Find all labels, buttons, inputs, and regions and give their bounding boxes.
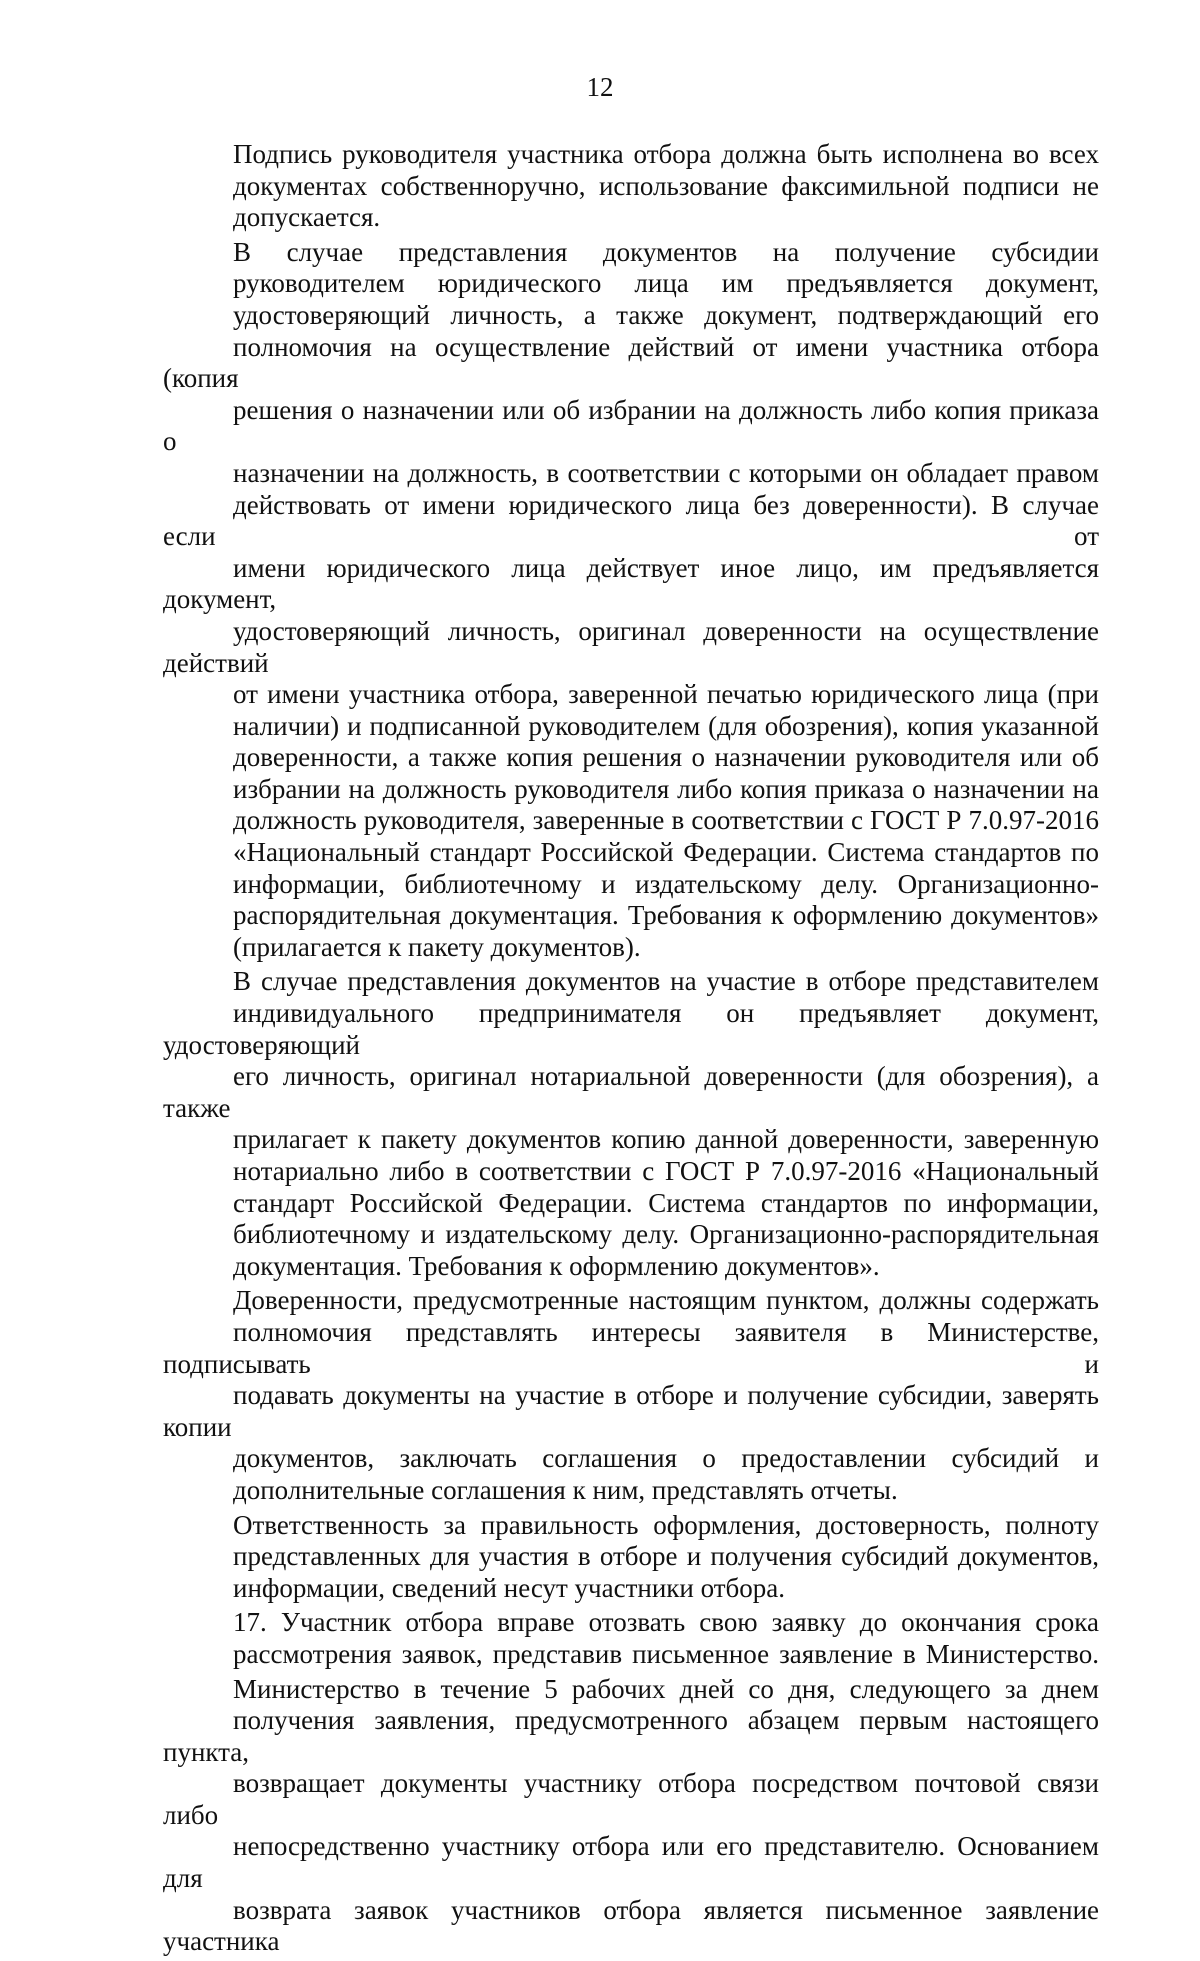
text-line: дополнительные соглашения к ним, представлять отчеты. xyxy=(233,1474,898,1505)
document-body xyxy=(163,139,1099,1961)
text-line: имени юридического лица действует иное лицо, им предъявляется документ, xyxy=(163,552,1099,615)
text-line: В случае представления документов на участие в отборе представителем xyxy=(233,966,1099,997)
text-line: избрании на должность руководителя либо копия приказа о назначении на xyxy=(233,773,1099,804)
text-line: руководителем юридического лица им предъявляется документ, xyxy=(233,268,1099,299)
page-number: 12 xyxy=(586,72,614,102)
text-line: полномочия представлять интересы заявителя в Министерстве, подписывать и xyxy=(163,1316,1099,1379)
text-line: Подпись руководителя участника отбора должна быть исполнена во всех xyxy=(233,139,1099,169)
text-line: Ответственность за правильность оформления, достоверность, полноту xyxy=(233,1509,1099,1540)
text-line: распорядительная документация. Требования к оформлению документов» xyxy=(233,900,1099,931)
text-line: документов, заключать соглашения о предоставлении субсидий и xyxy=(233,1443,1099,1474)
text-line: удостоверяющий личность, оригинал доверенности на осуществление действий xyxy=(163,615,1099,678)
text-line: прилагает к пакету документов копию данной доверенности, заверенную xyxy=(233,1124,1099,1155)
paragraph-power-of-attorney xyxy=(163,1285,1099,1506)
text-line: «Национальный стандарт Российской Федерации. Система стандартов по xyxy=(233,837,1099,868)
paragraph-signature xyxy=(163,139,1099,234)
paragraph-legal-entity-documents xyxy=(163,237,1099,964)
text-line: непосредственно участнику отбора или его представителю. Основанием для xyxy=(163,1831,1099,1894)
text-line: его личность, оригинал нотариальной доверенности (для обозрения), а также xyxy=(163,1061,1099,1123)
text-line: стандарт Российской Федерации. Система стандартов по информации, xyxy=(233,1187,1099,1218)
text-line: (прилагается к пакету документов). xyxy=(233,931,641,962)
paragraph-responsibility xyxy=(163,1510,1099,1605)
text-line: наличии) и подписанной руководителем (для обозрения), копия указанной xyxy=(233,710,1099,741)
text-line: назначении на должность, в соответствии с которыми он обладает правом xyxy=(233,457,1099,488)
text-line: документация. Требования к оформлению документов». xyxy=(233,1250,880,1281)
text-line: доверенности, а также копия решения о назначении руководителя или об xyxy=(233,742,1099,773)
text-line: информации, библиотечному и издательскому делу. Организационно- xyxy=(233,868,1099,899)
text-line: информации, сведений несут участники отбора. xyxy=(233,1572,785,1603)
text-line: от имени участника отбора, заверенной печатью юридического лица (при xyxy=(233,679,1099,710)
text-line: допускается. xyxy=(233,202,381,233)
text-line: получения заявления, предусмотренного абзацем первым настоящего пункта, xyxy=(163,1705,1099,1767)
text-line: Министерство в течение 5 рабочих дней со дня, следующего за днем xyxy=(233,1673,1099,1704)
text-line: индивидуального предпринимателя он предъявляет документ, удостоверяющий xyxy=(163,998,1099,1060)
text-line: документах собственноручно, использование факсимильной подписи не xyxy=(233,170,1099,201)
text-line: рассмотрения заявок, представив письменное заявление в Министерство. xyxy=(233,1638,1099,1669)
text-line: В случае представления документов на получение субсидии xyxy=(233,236,1099,267)
text-line: библиотечному и издательскому делу. Организационно-распорядительная xyxy=(233,1219,1099,1250)
text-line: Доверенности, предусмотренные настоящим пунктом, должны содержать xyxy=(233,1285,1099,1316)
text-line: возврата заявок участников отбора является письменное заявление участника xyxy=(163,1894,1099,1957)
text-line: представленных для участия в отборе и получения субсидий документов, xyxy=(233,1541,1099,1572)
text-line: 17. Участник отбора вправе отозвать свою заявку до окончания срока xyxy=(233,1607,1099,1638)
text-line: действовать от имени юридического лица без доверенности). В случае если от xyxy=(163,489,1099,552)
text-line: нотариально либо в соответствии с ГОСТ Р 7.0.97-2016 «Национальный xyxy=(233,1156,1099,1186)
text-line: удостоверяющий личность, а также документ, подтверждающий его xyxy=(233,299,1099,330)
paragraph-item-17 xyxy=(163,1607,1099,1670)
paragraph-entrepreneur-representative xyxy=(163,966,1099,1282)
paragraph-ministry-return xyxy=(163,1674,1099,1958)
text-line: должность руководителя, заверенные в соответствии с ГОСТ Р 7.0.97-2016 xyxy=(233,805,1099,836)
text-line: подавать документы на участие в отборе и получение субсидии, заверять копии xyxy=(163,1380,1099,1442)
text-line: возвращает документы участнику отбора посредством почтовой связи либо xyxy=(163,1768,1099,1830)
text-line: полномочия на осуществление действий от имени участника отбора (копия xyxy=(163,331,1099,394)
text-line: решения о назначении или об избрании на должность либо копия приказа о xyxy=(163,394,1099,457)
